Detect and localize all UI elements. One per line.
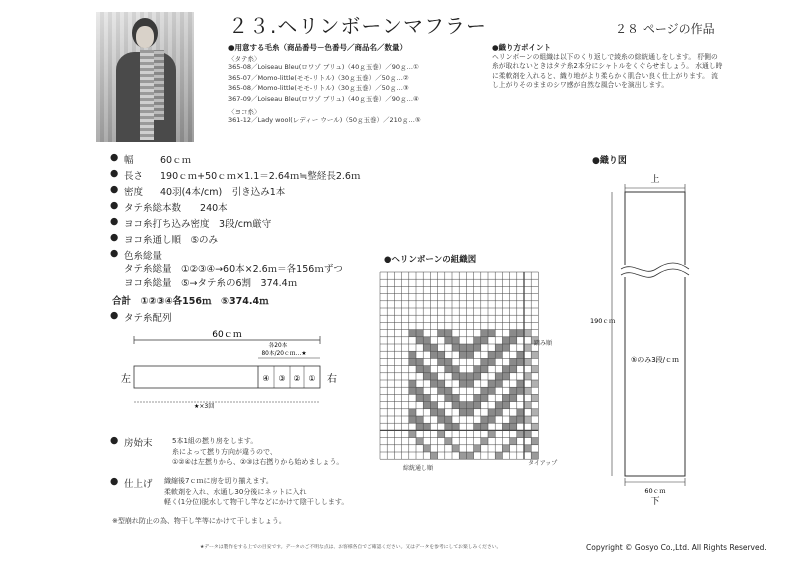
- fringe-text: 5本1組の撚り房をします。 糸によって撚り方向が違うので、 ①②④は左撚りから、②③は右撚りから始めましょう。: [172, 437, 344, 466]
- weave-inner: ⑤のみ3段/ｃｍ: [630, 356, 680, 364]
- draft-heddle-label: 綜絖通し順: [403, 465, 434, 472]
- materials-heading: ●用意する毛糸（商品番号－色番号／商品名／数量）: [228, 43, 408, 52]
- spec-length: ● 長さ 190ｃｍ+50ｃｍ×1.1＝2.64ｍ≒整経長2.6ｍ: [110, 168, 361, 182]
- weave-diagram: [560, 170, 710, 510]
- finishing-label: ● 仕上げ: [110, 476, 153, 490]
- weft-total: ヨコ糸総量 ⑤→タテ糸の6割 374.4ｍ: [124, 278, 298, 289]
- warp-total: タテ糸総量 ①②③④→60本×2.6ｍ＝各156ｍずつ: [124, 264, 343, 275]
- arrangement-cell: ①: [308, 374, 316, 383]
- material-line: 367-09／Loiseau Bleu(ロワゾ ブリュ)（40ｇ玉巻）／90ｇ…④: [228, 94, 419, 103]
- grand-total: 合計 ①②③④各156ｍ ⑤374.4ｍ: [112, 296, 269, 307]
- spec-color-total: ● 色糸総量: [110, 248, 163, 262]
- warp-material-list: [228, 62, 478, 104]
- spec-weft-density: ● ヨコ糸打ち込み密度 3段/cm厳守: [110, 216, 272, 230]
- spec-width: ● 幅 60ｃｍ: [110, 152, 192, 166]
- weave-width: 60ｃｍ: [644, 487, 666, 495]
- copyright: Copyright © Gosyo Co.,Ltd. All Rights Reserved.: [586, 543, 767, 552]
- draft-tieup-label: タイアップ: [528, 460, 558, 467]
- footer-note: ★データは製作をする上での目安です。データのご不明な点は、お客様各自でご確認ください。又はデータを参考にしてお楽しみください。: [200, 545, 502, 550]
- warp-arrangement-label: ● タテ糸配列: [110, 310, 172, 324]
- drying-note: ※型崩れ防止の為、物干し竿等にかけて干しましょう。: [112, 517, 286, 525]
- weave-diagram-title: ●織り図: [592, 156, 627, 166]
- draft-treadle-label: 踏み順: [534, 340, 553, 347]
- arrangement-cell: ②: [293, 374, 301, 383]
- material-line: 365-08／Loiseau Bleu(ロワゾ ブリュ)（40ｇ玉巻）／90ｇ…①: [228, 63, 419, 71]
- spec-density: ● 密度 40羽(4本/cm) 引き込み1本: [110, 184, 286, 198]
- material-line: 361-12／Lady wool(レディー ウール)（50ｇ玉巻）／210ｇ…⑤: [228, 116, 421, 124]
- arrangement-repeat-note: ★×3回: [194, 403, 215, 410]
- draft-title: ●ヘリンボーンの組織図: [384, 255, 477, 265]
- material-line: 365-07／Momo-little(モモ-リトル)（30ｇ玉巻）／50ｇ…②: [228, 73, 409, 82]
- page-title: ２３.ヘリンボーンマフラー: [228, 14, 487, 38]
- arrangement-repeat: 80本/20ｃｍ…★: [261, 351, 307, 357]
- arrangement-cell: ④: [262, 374, 270, 383]
- points-heading: ●織り方ポイント: [492, 43, 552, 52]
- page-reference: ２８ ページの作品: [615, 22, 715, 36]
- warp-tag: 〈タテ糸〉: [228, 55, 261, 63]
- spec-warp-count: ● タテ糸総本数 240本: [110, 200, 228, 214]
- points-text: ヘリンボーンの組織は以下のくり返しで綾糸の綜絖通しをします。 杼側の糸が取れないときはタテ糸2本分にシャトルをくぐらせましょう。 水通し時に柔軟剤を入れると、織り地がより柔らかく肌合い良く仕上がります。 流し上がりそのままのシワ感が自然な風合いを演出します。: [492, 53, 723, 90]
- arrangement-width: 60ｃｍ: [212, 330, 242, 340]
- weave-bottom: 下: [650, 497, 660, 507]
- arrangement-left: 左: [121, 374, 131, 385]
- material-line: 365-08／Momo-little(モモ-リトル)（30ｇ玉巻）／50ｇ…③: [228, 84, 409, 92]
- arrangement-right: 右: [327, 374, 337, 385]
- arrangement-each: 各20本: [268, 343, 288, 349]
- arrangement-cell: ③: [278, 374, 286, 383]
- weave-top: 上: [650, 175, 660, 185]
- model-photo: [96, 12, 194, 142]
- weft-tag: 〈ヨコ糸〉: [228, 108, 261, 116]
- weave-length: 190ｃｍ: [590, 317, 616, 325]
- fringe-label: ● 房始末: [110, 435, 153, 449]
- warp-arrangement-diagram: [118, 326, 348, 412]
- spec-weft-order: ● ヨコ糸通し順 ⑤のみ: [110, 232, 219, 246]
- finishing-text: 織縮後7ｃｍに房を切り揃えます。 柔軟剤を入れ、水通し30分後にネットに入れ 軽く(1分位)脱水して物干し竿などにかけて陰干しします。: [164, 477, 349, 506]
- herringbone-draft: [374, 266, 564, 474]
